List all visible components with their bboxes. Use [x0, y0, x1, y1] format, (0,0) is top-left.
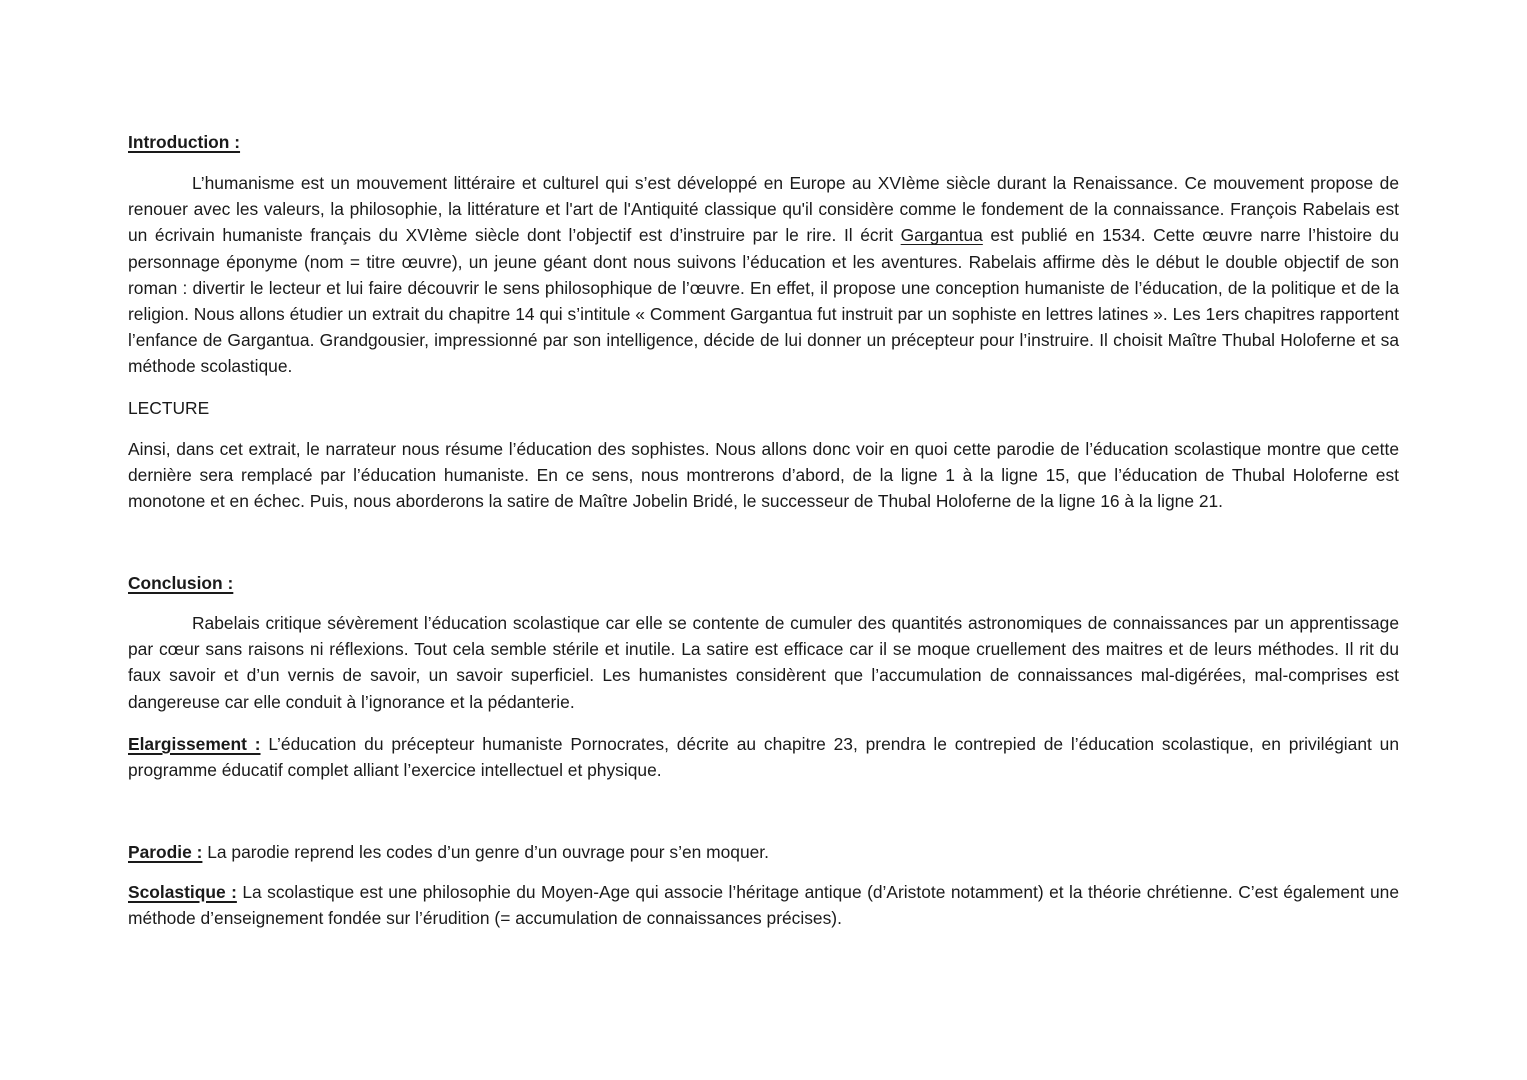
- definition-scolastique: [128, 879, 1399, 931]
- introduction-text-part-2: est publié en 1534. Cette œuvre narre l’histoire du personnage éponyme (nom = titre œuvre), un jeune géant dont nous suivons l’éducation et les aventures. Rabelais affirme dès le début le double objectif de son roman : divertir le lecteur et lui faire découvrir le sens philosophique de l’œuvre. En effet, il propose une conception humaniste de l’éducation, de la politique et de la religion. Nous allons étudier un extrait du chapitre 14 qui s’intitule « Comment Gargantua fut instruit par un sophiste en lettres latines ». Les 1ers chapitres rapportent l’enfance de Gargantua. Grandgousier, impressionné par son intelligence, décide de lui donner un précepteur pour l’instruire. Il choisit Maître Thubal Holoferne et sa méthode scolastique.: [128, 225, 1399, 377]
- lecture-label: LECTURE: [128, 398, 210, 418]
- definition-text: La scolastique est une philosophie du Moyen-Age qui associe l’héritage antique (d’Aristote notamment) et la théorie chrétienne. C’est également une méthode d’enseignement fondée sur l’érudition (= accumulation de connaissances précises).: [128, 882, 1399, 929]
- conclusion-paragraph: Rabelais critique sévèrement l’éducation scolastique car elle se contente de cumuler des quantités astronomiques de connaissances par un apprentissage par cœur sans raisons ni réflexions. Tout cela semble stérile et inutile. La satire est efficace car il se moque cruellement des maitres et de leurs méthodes. Il rit du faux savoir et d’un vernis de savoir, un savoir superficiel. Les humanistes considèrent que l’accumulation de connaissances mal-digérées, mal-comprises est dangereuse car elle conduit à l’ignorance et la pédanterie.: [128, 613, 1399, 712]
- elargissement-text: L’éducation du précepteur humaniste Pornocrates, décrite au chapitre 23, prendra le contrepied de l’éducation scolastique, en privilégiant un programme éducatif complet alliant l’exercice intellectuel et physique.: [128, 734, 1400, 781]
- lecture-label-row: [128, 395, 1399, 421]
- elargissement-paragraph: [128, 731, 1399, 783]
- definition-text: La parodie reprend les codes d’un genre d’un ouvrage pour s’en moquer.: [202, 842, 769, 862]
- definition-parodie: [128, 839, 1399, 865]
- elargissement-label: Elargissement :: [128, 734, 261, 754]
- introduction-text-part-1: L’humanisme est un mouvement littéraire et culturel qui s’est développé en Europe au XVIème siècle durant la Renaissance. Ce mouvement propose de renouer avec les valeurs, la philosophie, la littérature et l'art de l'Antiquité classique qu'il considère comme le fondement de la connaissance. François Rabelais est un écrivain humaniste français du XVIème siècle dont l’objectif est d’instruire par le rire. Il écrit: [128, 173, 1399, 246]
- conclusion-heading: Conclusion :: [128, 573, 234, 593]
- introduction-heading-row: [128, 129, 1399, 155]
- definition-term: Parodie :: [128, 842, 203, 862]
- definition-term: Scolastique :: [128, 882, 237, 902]
- introduction-heading: Introduction :: [128, 132, 241, 152]
- introduction-paragraph: [128, 170, 1399, 380]
- problematique-paragraph: Ainsi, dans cet extrait, le narrateur nous résume l’éducation des sophistes. Nous allons donc voir en quoi cette parodie de l’éducation scolastique montre que cette dernière sera remplacé par l’éducation humaniste. En ce sens, nous montrerons d’abord, de la ligne 1 à la ligne 15, que l’éducation de Thubal Holoferne est monotone et en échec. Puis, nous aborderons la satire de Maître Jobelin Bridé, le successeur de Thubal Holoferne de la ligne 16 à la ligne 21.: [128, 439, 1399, 512]
- conclusion-heading-row: [128, 570, 1399, 596]
- book-title-gargantua: Gargantua: [900, 225, 983, 246]
